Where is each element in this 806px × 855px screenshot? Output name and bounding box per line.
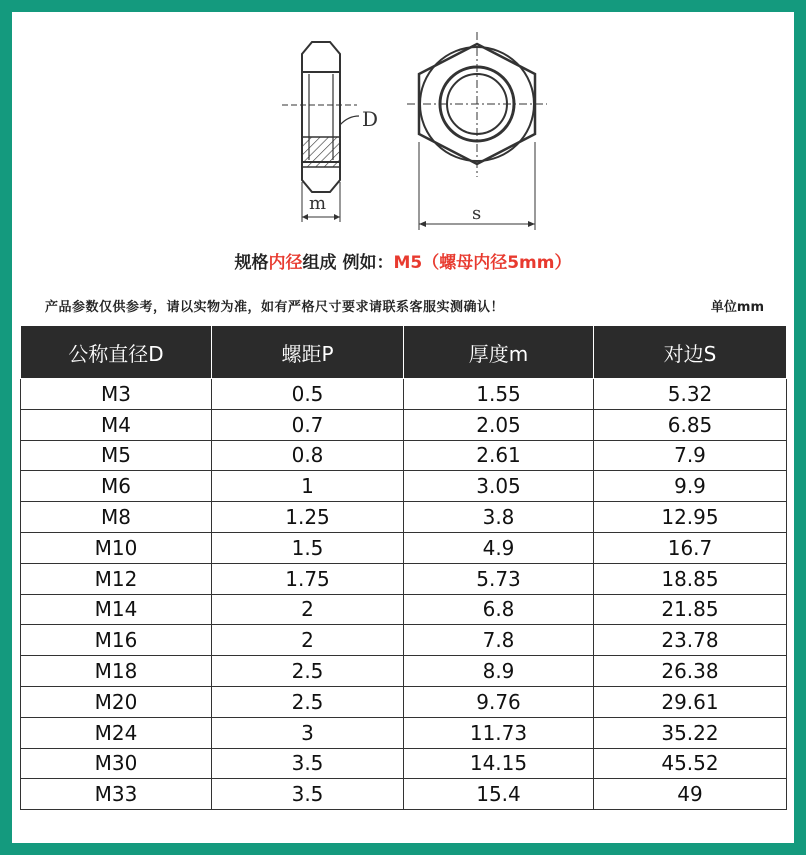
table-row [21,440,787,471]
cell-across-flats: 16.7 [594,532,787,563]
cell-diameter: M10 [21,532,212,563]
cell-across-flats: 26.38 [594,656,787,687]
cell-thickness: 6.8 [404,594,594,625]
cell-diameter: M14 [21,594,212,625]
table-header-row [21,326,787,379]
cell-thickness: 9.76 [404,686,594,717]
cell-pitch: 3 [212,717,404,748]
cell-pitch: 2 [212,625,404,656]
disclaimer-text: 产品参数仅供参考，请以实物为准，如有严格尺寸要求请联系客服实测确认！ [45,300,505,315]
cell-thickness: 2.61 [404,440,594,471]
cell-across-flats: 49 [594,779,787,810]
cell-diameter: M8 [21,502,212,533]
spec-table [20,325,787,810]
cell-pitch: 0.8 [212,440,404,471]
table-row [21,379,787,410]
cell-across-flats: 29.61 [594,686,787,717]
cell-across-flats: 6.85 [594,409,787,440]
table-row [21,717,787,748]
table-row [21,686,787,717]
cell-diameter: M6 [21,471,212,502]
table-row [21,532,787,563]
cell-pitch: 0.5 [212,379,404,410]
spec-card [12,12,794,843]
label-m: m [309,193,327,214]
cell-across-flats: 23.78 [594,625,787,656]
nut-front-view [407,32,547,230]
cell-diameter: M20 [21,686,212,717]
cell-pitch: 1.25 [212,502,404,533]
cell-diameter: M16 [21,625,212,656]
cell-across-flats: 35.22 [594,717,787,748]
cell-thickness: 5.73 [404,563,594,594]
cell-pitch: 3.5 [212,748,404,779]
cell-thickness: 3.05 [404,471,594,502]
cell-across-flats: 18.85 [594,563,787,594]
spec-caption [12,248,794,273]
caption-middle: 组成 例如： [302,253,394,273]
header-diameter: 公称直径D [21,326,212,379]
cell-thickness: 15.4 [404,779,594,810]
unit-label: 单位mm [710,300,764,315]
cell-thickness: 7.8 [404,625,594,656]
cell-thickness: 8.9 [404,656,594,687]
cell-pitch: 3.5 [212,779,404,810]
cell-pitch: 1 [212,471,404,502]
header-pitch: 螺距P [212,326,404,379]
cell-diameter: M30 [21,748,212,779]
cell-across-flats: 21.85 [594,594,787,625]
caption-prefix: 规格 [234,253,269,273]
table-row [21,502,787,533]
cell-across-flats: 9.9 [594,471,787,502]
header-across-flats: 对边S [594,326,787,379]
table-row [21,748,787,779]
label-d: D [362,107,379,131]
cell-pitch: 0.7 [212,409,404,440]
caption-highlight: 内径 [268,253,303,273]
header-thickness: 厚度m [404,326,594,379]
cell-diameter: M18 [21,656,212,687]
table-row [21,563,787,594]
cell-across-flats: 45.52 [594,748,787,779]
cell-thickness: 14.15 [404,748,594,779]
cell-diameter: M4 [21,409,212,440]
label-s: s [472,203,482,224]
table-row [21,656,787,687]
cell-across-flats: 12.95 [594,502,787,533]
table-row [21,779,787,810]
cell-pitch: 2 [212,594,404,625]
table-row [21,625,787,656]
cell-across-flats: 7.9 [594,440,787,471]
cell-pitch: 2.5 [212,686,404,717]
cell-across-flats: 5.32 [594,379,787,410]
table-row [21,409,787,440]
cell-diameter: M33 [21,779,212,810]
cell-thickness: 2.05 [404,409,594,440]
caption-example: M5（螺母内径5mm） [393,253,572,273]
cell-diameter: M3 [21,379,212,410]
cell-thickness: 4.9 [404,532,594,563]
cell-thickness: 3.8 [404,502,594,533]
cell-diameter: M5 [21,440,212,471]
cell-diameter: M24 [21,717,212,748]
cell-pitch: 1.75 [212,563,404,594]
cell-pitch: 1.5 [212,532,404,563]
cell-diameter: M12 [21,563,212,594]
table-row [21,594,787,625]
table-row [21,471,787,502]
cell-thickness: 11.73 [404,717,594,748]
nut-diagram [12,12,794,242]
cell-thickness: 1.55 [404,379,594,410]
cell-pitch: 2.5 [212,656,404,687]
